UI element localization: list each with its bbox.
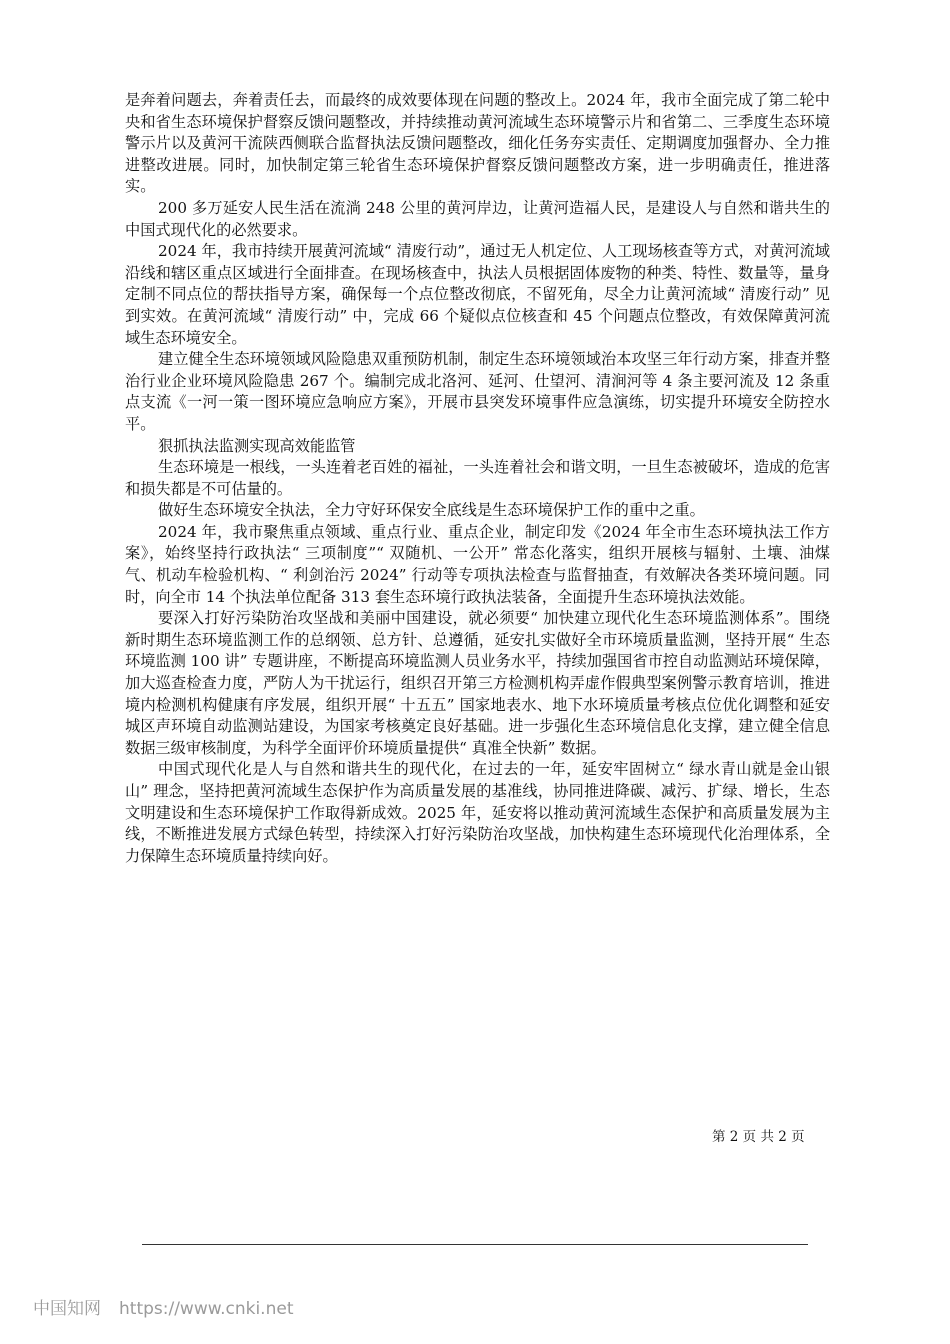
- paragraph-9: 中国式现代化是人与自然和谐共生的现代化，在过去的一年，延安牢固树立“ 绿水青山就是金山银山” 理念，坚持把黄河流域生态保护作为高质量发展的基准线，协同推进降碳、减污、扩绿、增长，生态文明建设和生态环境保护工作取得新成效。2025 年，延安将以推动黄河流域生态保护和高质量发展为主线，不断推进发展方式绿色转型，持续深入打好污染防治攻坚战，加快构建生态环境现代化治理体系，全力保障生态环境质量持续向好。: [125, 760, 830, 865]
- watermark-site-name: 中国知网: [33, 1299, 101, 1319]
- paragraph-4: 建立健全生态环境领域风险隐患双重预防机制，制定生态环境领域治本攻坚三年行动方案，排查并整治行业企业环境风险隐患 267 个。编制完成北洛河、延河、仕望河、清涧河等 4 条主要河流及 12 条重点支流《一河一策一图环境应急响应方案》，开展市县突发环境事件应急演练，切实提升环境安全防控水平。: [125, 350, 830, 433]
- document-body: [125, 90, 830, 867]
- watermark: [33, 1294, 293, 1319]
- page-number: 第 2 页 共 2 页: [712, 1129, 805, 1145]
- paragraph-7: 2024 年，我市聚焦重点领域、重点行业、重点企业，制定印发《2024 年全市生态环境执法工作方案》，始终坚持行政执法“ 三项制度”“ 双随机、一公开” 常态化落实，组织开展核与辐射、土壤、油煤气、机动车检验机构、“ 利剑治污 2024” 行动等专项执法检查与监督抽查，有效解决各类环境问题。同时，向全市 14 个执法单位配备 313 套生态环境行政执法装备，全面提升生态环境执法效能。: [125, 522, 830, 606]
- paragraph-8: 要深入打好污染防治攻坚战和美丽中国建设，就必须要“ 加快建立现代化生态环境监测体系”。围绕新时期生态环境监测工作的总纲领、总方针、总遵循，延安扎实做好全市环境质量监测，坚持开展“ 生态环境监测 100 讲” 专题讲座，不断提高环境监测人员业务水平，持续加强国省市控自动监测站环境保障，加大巡查检查力度，严防人为干扰运行，组织召开第三方检测机构弄虚作假典型案例警示教育培训，推进境内检测机构健康有序发展，组织开展“ 十五五” 国家地表水、地下水环境质量考核点位优化调整和延安城区声环境自动监测站建设，为国家考核奠定良好基础。进一步强化生态环境信息化支撑，建立健全信息数据三级审核制度，为科学全面评价环境质量提供“ 真准全快新” 数据。: [125, 609, 830, 757]
- paragraph-1: 是奔着问题去，奔着责任去，而最终的成效要体现在问题的整改上。2024 年，我市全面完成了第二轮中央和省生态环境保护督察反馈问题整改，并持续推动黄河流域生态环境警示片和省第二、三季度生态环境警示片以及黄河干流陕西侧联合监督执法反馈问题整改，细化任务夯实责任、定期调度加强督办、全力推进整改进展。同时，加快制定第三轮省生态环境保护督察反馈问题整改方案，进一步明确责任，推进落实。: [125, 91, 830, 196]
- paragraph-6: 做好生态环境安全执法，全力守好环保安全底线是生态环境保护工作的重中之重。: [158, 501, 705, 520]
- paragraph-3: 2024 年，我市持续开展黄河流域“ 清废行动”，通过无人机定位、人工现场核查等方式，对黄河流域沿线和辖区重点区域进行全面排查。在现场核查中，执法人员根据固体废物的种类、特性、数量等，量身定制不同点位的帮扶指导方案，确保每一个点位整改彻底，不留死角，尽全力让黄河流域“ 清废行动” 见到实效。在黄河流域“ 清废行动” 中，完成 66 个疑似点位核查和 45 个问题点位整改，有效保障黄河流域生态环境安全。: [125, 242, 830, 347]
- section-heading: 狠抓执法监测实现高效能监管: [158, 436, 356, 455]
- footer-divider: [142, 1244, 808, 1245]
- paragraph-2: 200 多万延安人民生活在流淌 248 公里的黄河岸边，让黄河造福人民，是建设人与自然和谐共生的中国式现代化的必然要求。: [125, 198, 830, 239]
- paragraph-5: 生态环境是一根线，一头连着老百姓的福祉，一头连着社会和谐文明，一旦生态被破坏，造成的危害和损失都是不可估量的。: [125, 458, 830, 498]
- watermark-url[interactable]: https://www.cnki.net: [119, 1299, 294, 1319]
